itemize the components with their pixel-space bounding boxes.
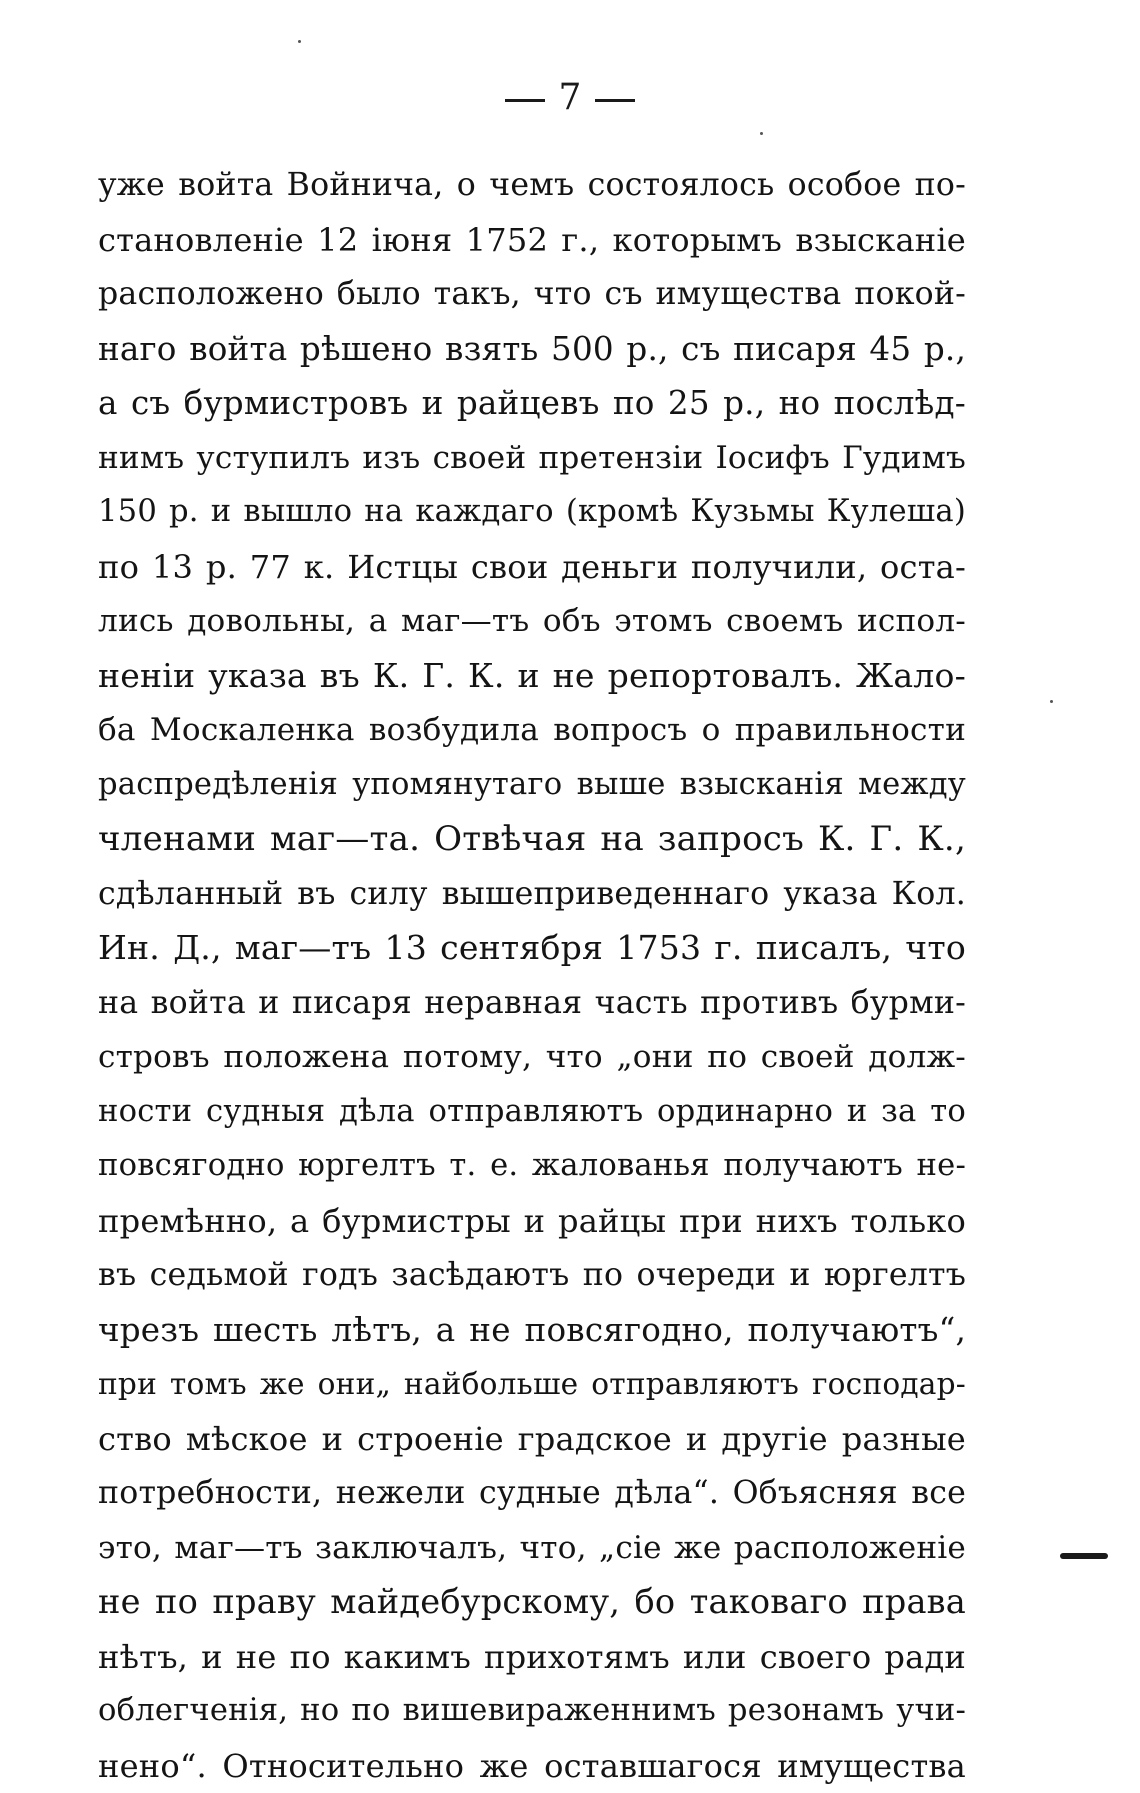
margin-ink-mark — [1060, 1553, 1108, 1559]
body-line: по 13 р. 77 к. Истцы свои деньги получили, оста- — [98, 540, 966, 595]
body-line: чрезъ шесть лѣтъ, а не повсягодно, получаютъ“, — [98, 1303, 966, 1358]
body-line: расположено было такъ, что съ имущества покой- — [98, 267, 966, 322]
body-line: нѣтъ, и не по какимъ прихотямъ или своего ради — [98, 1630, 966, 1685]
body-line: ба Москаленка возбудила вопросъ о правильности — [98, 703, 966, 758]
body-line: нено“. Относительно же оставшагося имущества — [98, 1739, 966, 1793]
body-line: а съ бурмистровъ и райцевъ по 25 р., но послѣд- — [98, 376, 966, 431]
body-line: потребности, нежели судные дѣла“. Объясняя все — [98, 1466, 966, 1521]
body-line: ство мѣское и строеніе градское и другіе разные — [98, 1412, 966, 1467]
body-line: это, маг—тъ заключалъ, что, „сіе же расположеніе — [98, 1521, 966, 1576]
page-number-right-dash — [595, 99, 635, 102]
body-line: членами маг—та. Отвѣчая на запросъ К. Г. К., — [98, 812, 966, 867]
page-number — [0, 76, 1140, 120]
body-text — [98, 158, 966, 1793]
body-line: облегченія, но по вишевираженнимъ резонамъ учи- — [98, 1684, 966, 1739]
body-line: сдѣланный въ силу вышеприведеннаго указа Кол. — [98, 867, 966, 922]
body-line: становленіе 12 іюня 1752 г., которымъ взысканіе — [98, 213, 966, 268]
body-line: уже войта Войнича, о чемъ состоялось особое по- — [98, 158, 966, 213]
body-line: ности судныя дѣла отправляютъ ординарно и за то — [98, 1085, 966, 1140]
body-line: повсягодно юргелтъ т. е. жалованья получаютъ не- — [98, 1139, 966, 1194]
body-line: въ седьмой годъ засѣдаютъ по очереди и юргелтъ — [98, 1248, 966, 1303]
body-line: при томъ же они„ найбольше отправляютъ господар- — [98, 1357, 966, 1412]
body-line: на войта и писаря неравная часть противъ бурми- — [98, 976, 966, 1031]
body-line: 150 р. и вышло на каждаго (кромѣ Кузьмы Кулеша) — [98, 485, 966, 540]
page-number-value: 7 — [559, 77, 582, 118]
paper-speck — [760, 132, 763, 135]
body-line: лись довольны, а маг—тъ объ этомъ своемъ испол- — [98, 594, 966, 649]
paper-speck — [298, 40, 301, 43]
body-line: стровъ положена потому, что „они по своей долж- — [98, 1030, 966, 1085]
page-number-left-dash — [505, 99, 545, 102]
body-line: не по праву майдебурскому, бо таковаго права — [98, 1575, 966, 1630]
body-line: нимъ уступилъ изъ своей претензіи Іосифъ Гудимъ — [98, 431, 966, 486]
paper-speck — [1050, 700, 1053, 703]
body-line: наго войта рѣшено взять 500 р., съ писаря 45 р., — [98, 322, 966, 377]
body-line: Ин. Д., маг—тъ 13 сентября 1753 г. писалъ, что — [98, 921, 966, 976]
body-line: премѣнно, а бурмистры и райцы при нихъ только — [98, 1194, 966, 1249]
body-line: распредѣленія упомянутаго выше взысканія между — [98, 758, 966, 813]
body-line: неніи указа въ К. Г. К. и не репортовалъ. Жало- — [98, 649, 966, 704]
